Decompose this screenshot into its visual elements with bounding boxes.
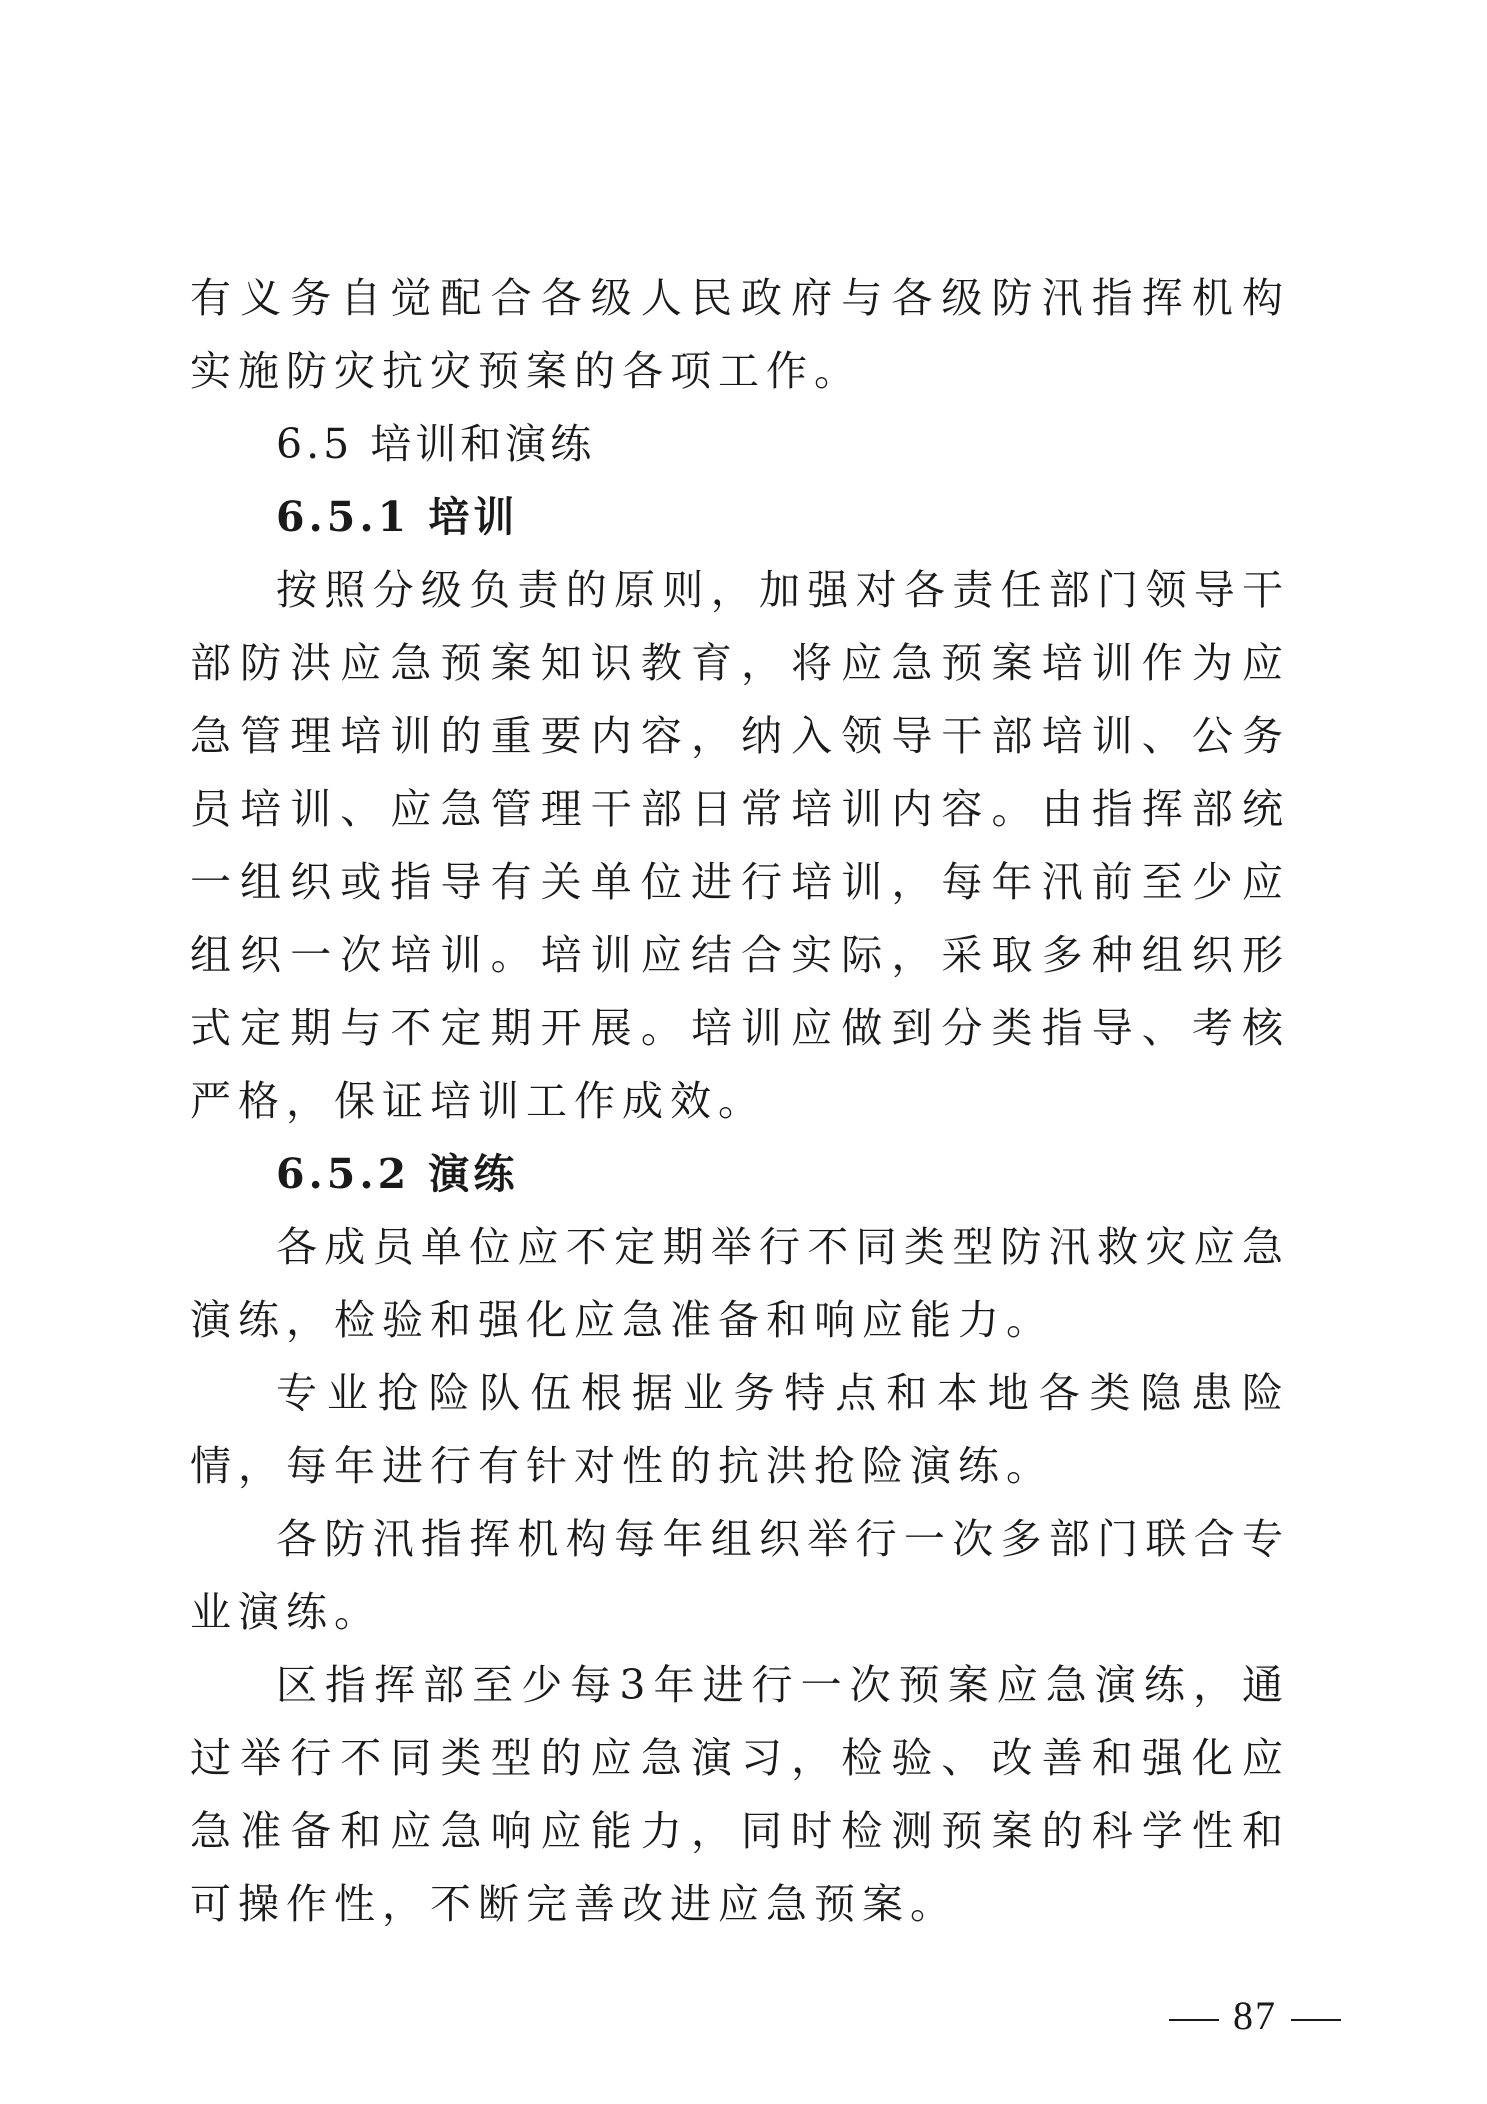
section-heading-6-5: 6.5 培训和演练 (276, 420, 596, 468)
section-heading-6-5-1: 6.5.1 培训 (276, 493, 519, 541)
page-footer (1155, 1992, 1355, 2039)
footer-dash-right (1291, 2019, 1341, 2021)
paragraph-drills-rescue-teams: 专业抢险队伍根据业务特点和本地各类隐患险情，每年进行有针对性的抗洪抢险演练。 (190, 1369, 1290, 1490)
document-body (190, 262, 1290, 1941)
paragraph-drills-district: 区指挥部至少每3年进行一次预案应急演练，通过举行不同类型的应急演习，检验、改善和强化应急准备和应急响应能力，同时检测预案的科学性和可操作性，不断完善改进应急预案。 (190, 1661, 1290, 1928)
paragraph-continuation: 有义务自觉配合各级人民政府与各级防汛指挥机构实施防灾抗灾预案的各项工作。 (190, 274, 1290, 395)
page-number: 87 (1233, 1993, 1277, 2038)
section-heading-6-5-2: 6.5.2 演练 (276, 1150, 519, 1198)
paragraph-drills-joint: 各防汛指挥机构每年组织举行一次多部门联合专业演练。 (190, 1515, 1290, 1636)
paragraph-drills-members: 各成员单位应不定期举行不同类型防汛救灾应急演练，检验和强化应急准备和响应能力。 (190, 1223, 1290, 1344)
footer-dash-left (1169, 2019, 1219, 2021)
paragraph-training: 按照分级负责的原则，加强对各责任部门领导干部防洪应急预案知识教育，将应急预案培训作为应急管理培训的重要内容，纳入领导干部培训、公务员培训、应急管理干部日常培训内容。由指挥部统一组织或指导有关单位进行培训，每年汛前至少应组织一次培训。培训应结合实际，采取多种组织形式定期与不定期开展。培训应做到分类指导、考核严格，保证培训工作成效。 (190, 566, 1290, 1125)
